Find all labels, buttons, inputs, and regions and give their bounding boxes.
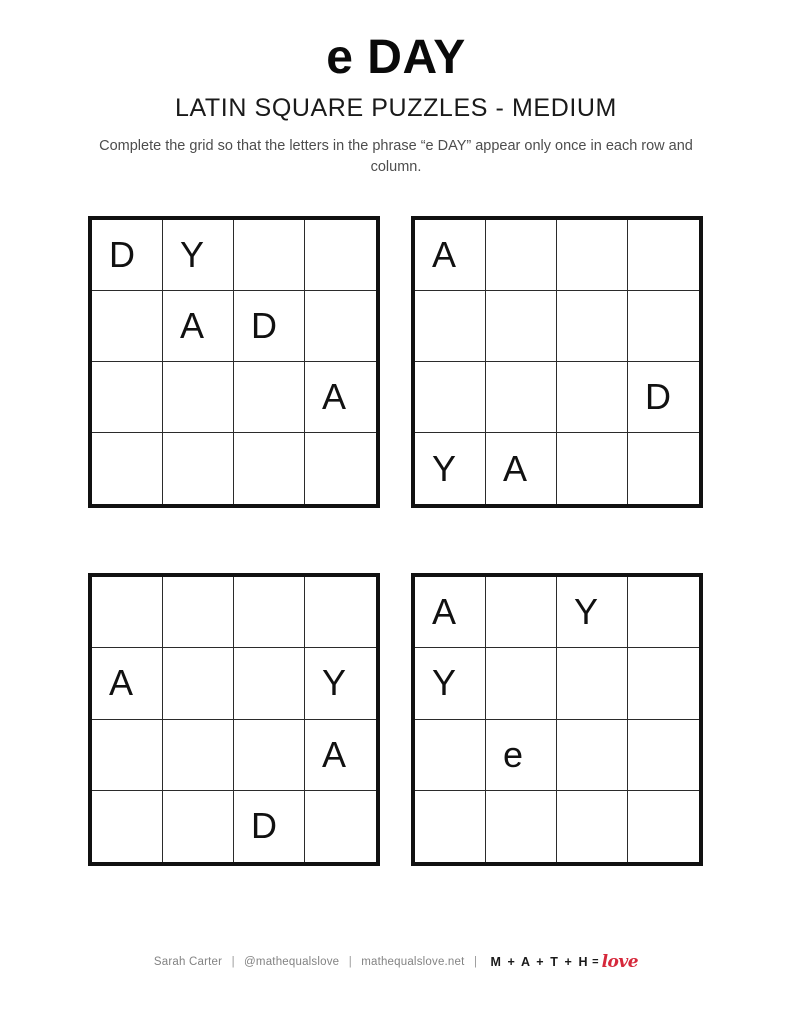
puzzle-grid-3[interactable]: [88, 573, 380, 866]
puzzle-cell-filled[interactable]: A: [415, 577, 486, 648]
instructions-text: Complete the grid so that the letters in the phrase “e DAY” appear only once in each row and column.: [99, 138, 693, 175]
puzzle-cell-filled[interactable]: D: [92, 220, 163, 291]
worksheet-footer: [0, 952, 792, 972]
puzzle-cell-filled[interactable]: A: [486, 433, 557, 504]
puzzle-cell-empty[interactable]: [486, 220, 557, 291]
puzzle-cell-empty[interactable]: [557, 791, 628, 862]
puzzle-cell-empty[interactable]: [628, 791, 699, 862]
footer-separator-3: |: [473, 956, 477, 968]
puzzle-cell-empty[interactable]: [234, 362, 305, 433]
puzzle-cell-empty[interactable]: [415, 291, 486, 362]
puzzle-cell-empty[interactable]: [234, 648, 305, 719]
puzzle-cell-empty[interactable]: [163, 648, 234, 719]
page-title: e DAY: [326, 31, 466, 84]
puzzle-cell-empty[interactable]: [486, 291, 557, 362]
puzzle-cell-filled[interactable]: A: [305, 362, 376, 433]
worksheet-header: [0, 31, 792, 177]
logo-math-text: M + A + T + H: [490, 955, 590, 969]
puzzle-grid-2[interactable]: [411, 216, 703, 508]
puzzle-cell-empty[interactable]: [163, 720, 234, 791]
puzzle-cell-empty[interactable]: [92, 433, 163, 504]
puzzle-cell-empty[interactable]: [557, 220, 628, 291]
puzzle-cell-filled[interactable]: Y: [415, 433, 486, 504]
puzzle-cell-empty[interactable]: [305, 433, 376, 504]
puzzle-cell-empty[interactable]: [163, 791, 234, 862]
puzzle-cell-filled[interactable]: A: [305, 720, 376, 791]
puzzle-cell-filled[interactable]: Y: [305, 648, 376, 719]
puzzle-cell-empty[interactable]: [415, 720, 486, 791]
puzzle-cell-empty[interactable]: [486, 577, 557, 648]
puzzle-cell-empty[interactable]: [628, 220, 699, 291]
footer-author: Sarah Carter: [153, 956, 223, 968]
puzzle-cell-empty[interactable]: [557, 433, 628, 504]
puzzle-cell-empty[interactable]: [486, 362, 557, 433]
puzzle-cell-empty[interactable]: [92, 577, 163, 648]
puzzle-cell-filled[interactable]: e: [486, 720, 557, 791]
puzzle-cell-empty[interactable]: [234, 220, 305, 291]
puzzle-cell-empty[interactable]: [415, 791, 486, 862]
puzzle-cell-empty[interactable]: [305, 220, 376, 291]
puzzle-grid-1[interactable]: [88, 216, 380, 508]
logo-love-script: love: [601, 952, 639, 972]
puzzle-cell-empty[interactable]: [486, 791, 557, 862]
puzzle-cell-empty[interactable]: [628, 577, 699, 648]
puzzle-cell-empty[interactable]: [92, 720, 163, 791]
puzzle-cell-empty[interactable]: [557, 720, 628, 791]
page-subtitle: LATIN SQUARE PUZZLES - MEDIUM: [175, 94, 617, 122]
puzzle-cell-filled[interactable]: D: [234, 291, 305, 362]
puzzle-cell-empty[interactable]: [305, 291, 376, 362]
puzzle-cell-empty[interactable]: [628, 648, 699, 719]
puzzle-cell-filled[interactable]: A: [92, 648, 163, 719]
puzzle-cell-filled[interactable]: Y: [557, 577, 628, 648]
footer-social-handle: @mathequalslove: [244, 956, 340, 968]
puzzle-cell-empty[interactable]: [92, 791, 163, 862]
puzzle-cell-empty[interactable]: [486, 648, 557, 719]
puzzle-cell-empty[interactable]: [557, 291, 628, 362]
puzzle-cell-empty[interactable]: [305, 577, 376, 648]
puzzle-cell-filled[interactable]: A: [415, 220, 486, 291]
math-equals-love-logo: [490, 952, 638, 972]
puzzle-grid-4[interactable]: [411, 573, 703, 866]
puzzle-cell-empty[interactable]: [234, 720, 305, 791]
footer-separator-2: |: [348, 956, 352, 968]
puzzle-cell-empty[interactable]: [234, 577, 305, 648]
footer-separator-1: |: [231, 956, 235, 968]
puzzle-cell-empty[interactable]: [234, 433, 305, 504]
puzzle-cell-empty[interactable]: [557, 648, 628, 719]
puzzle-cell-filled[interactable]: Y: [163, 220, 234, 291]
puzzle-cell-empty[interactable]: [163, 577, 234, 648]
puzzle-cell-filled[interactable]: D: [234, 791, 305, 862]
puzzle-cell-filled[interactable]: D: [628, 362, 699, 433]
puzzle-cell-empty[interactable]: [628, 720, 699, 791]
logo-equals-sign: =: [592, 956, 599, 968]
footer-website: mathequalslove.net: [361, 956, 465, 968]
puzzle-cell-empty[interactable]: [163, 362, 234, 433]
puzzle-cell-empty[interactable]: [557, 362, 628, 433]
puzzle-cell-empty[interactable]: [628, 433, 699, 504]
puzzle-cell-empty[interactable]: [92, 291, 163, 362]
puzzle-cell-empty[interactable]: [628, 291, 699, 362]
puzzle-cell-filled[interactable]: A: [163, 291, 234, 362]
puzzle-cell-empty[interactable]: [92, 362, 163, 433]
puzzle-cell-empty[interactable]: [163, 433, 234, 504]
puzzle-cell-empty[interactable]: [415, 362, 486, 433]
puzzle-cell-filled[interactable]: Y: [415, 648, 486, 719]
puzzle-cell-empty[interactable]: [305, 791, 376, 862]
